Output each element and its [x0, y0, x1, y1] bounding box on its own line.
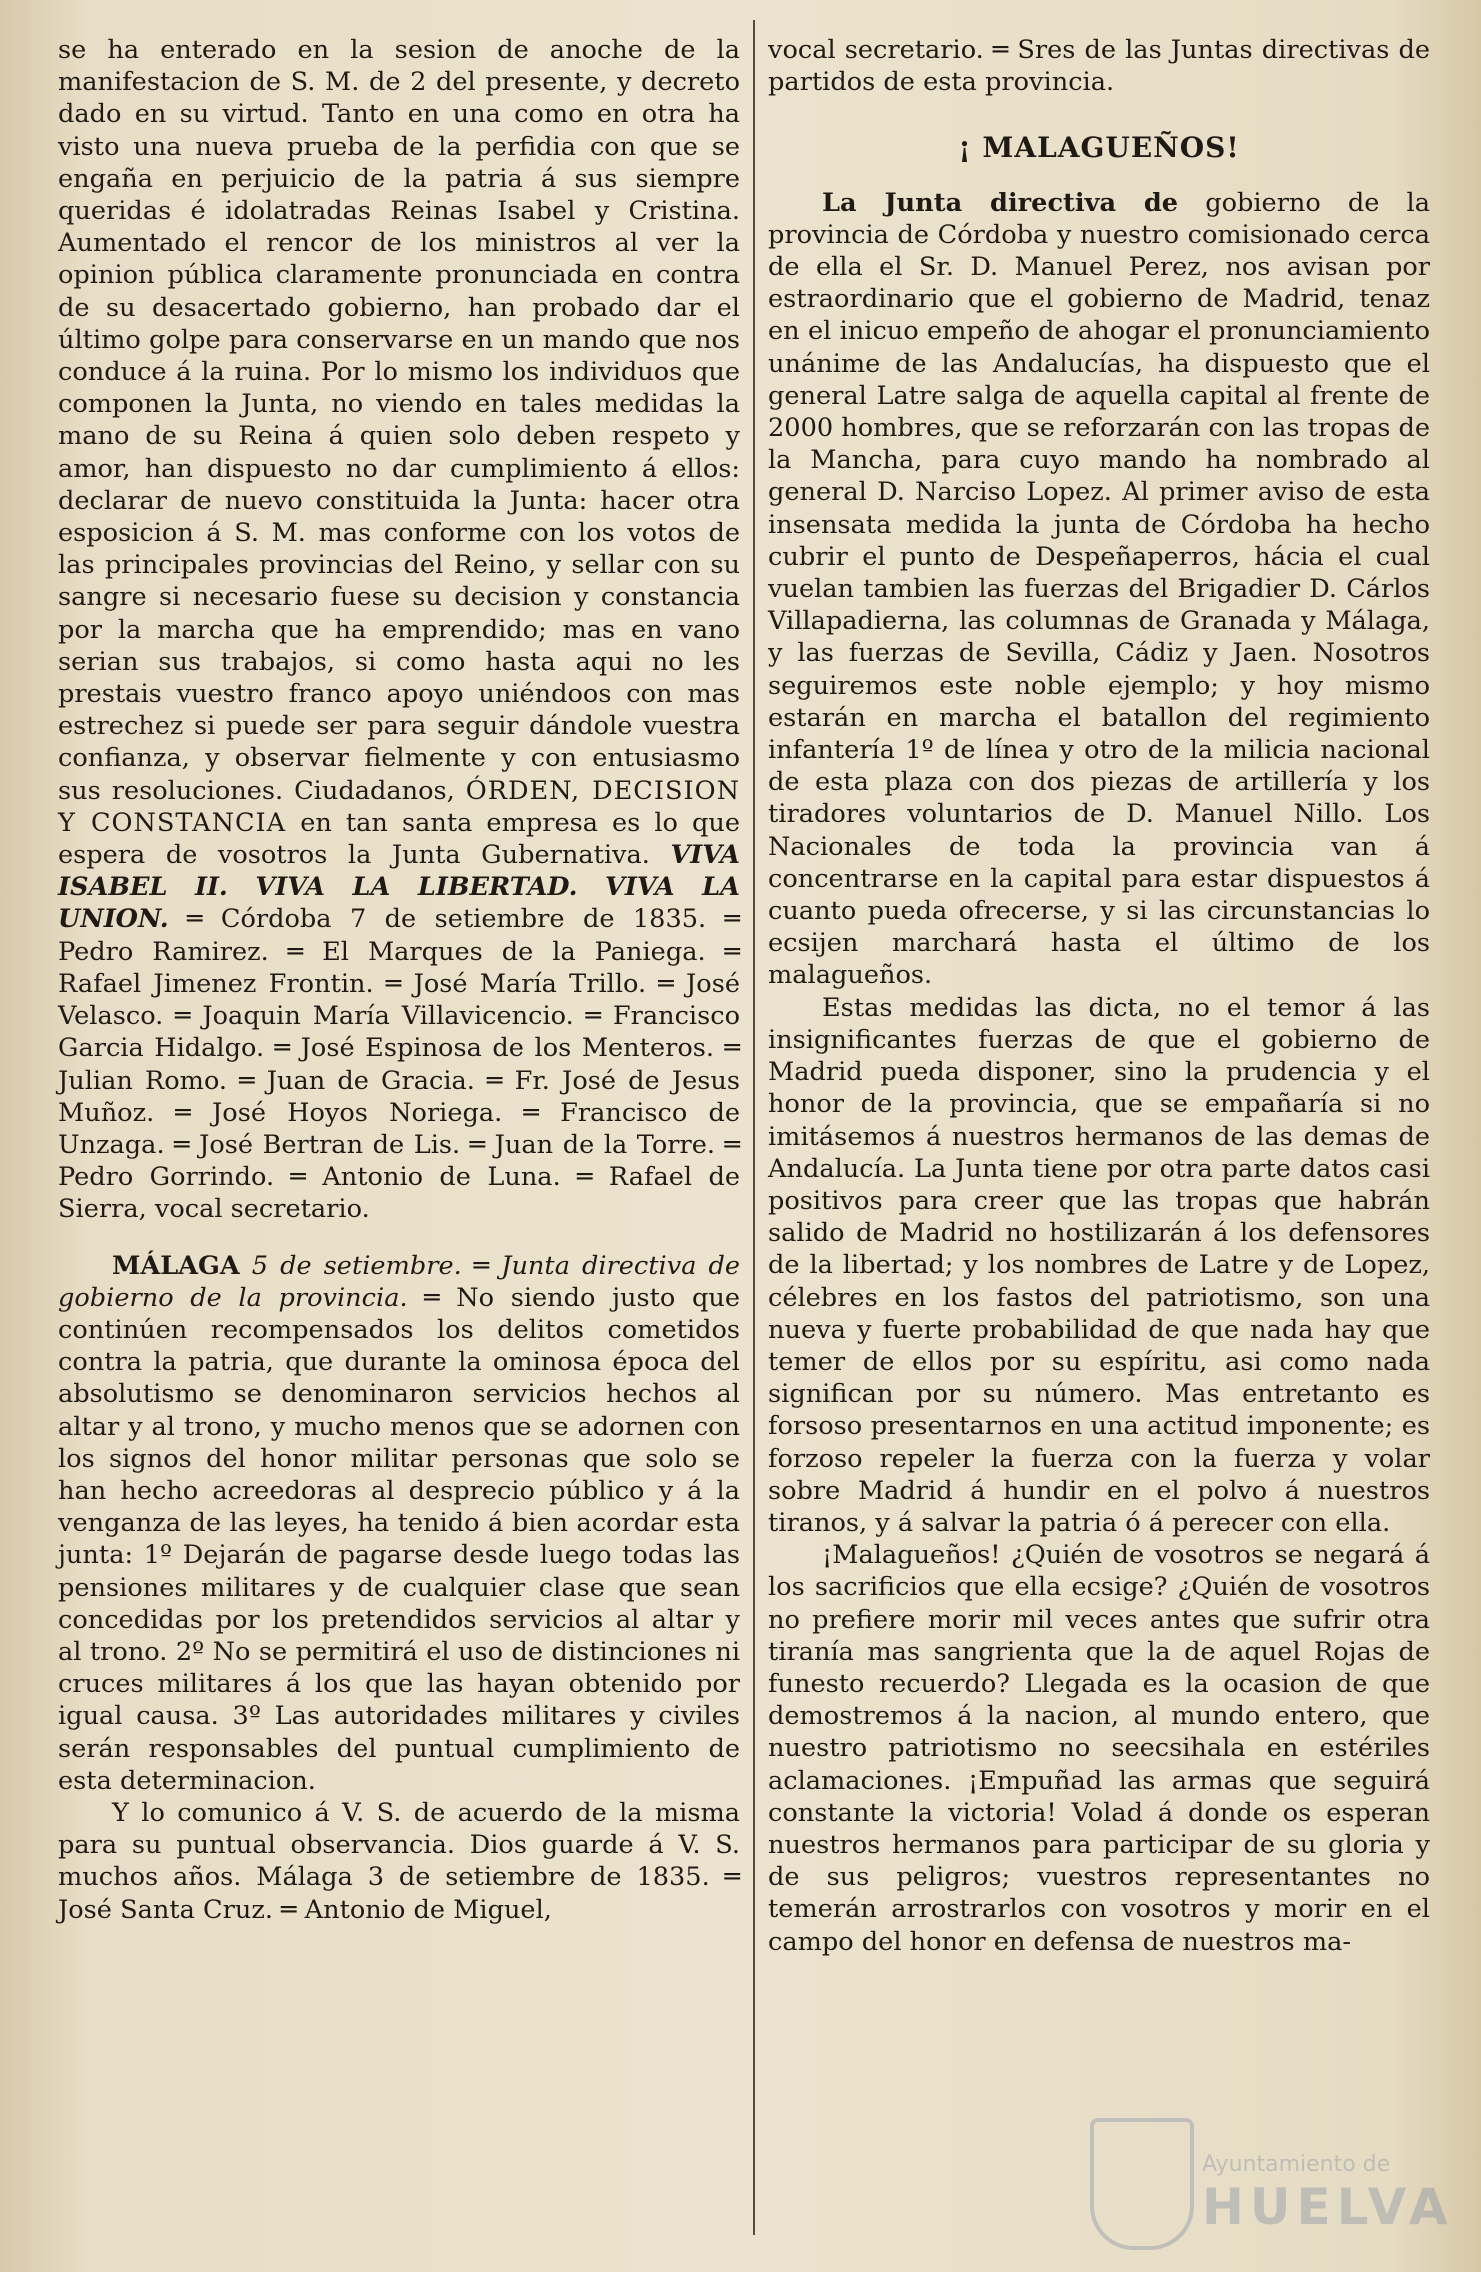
- coat-of-arms-icon: [1090, 2118, 1194, 2250]
- watermark-title: HUELVA: [1202, 2178, 1454, 2236]
- proclamation-signatures: ═ Córdoba 7 de setiembre de 1835. ═ Pedro Ramirez. ═ El Marques de la Paniega. ═ Rafael Jimenez Frontin. ═ José María Trillo. ═ José Velasco. ═ Joaquin María Villavicencio. ═ Francisco Garcia Hidalgo. ═ José Espinosa de los Menteros. ═ Julian Romo. ═ Juan de Gracia. ═ Fr. José de Jesus Muñoz. ═ José Hoyos Noriega. ═ Francisco de Unzaga. ═ José Bertran de Lis. ═ Juan de la Torre. ═ Pedro Gorrindo. ═ Antonio de Luna. ═ Rafael de Sierra, vocal secretario.: [58, 904, 740, 1225]
- malaga-address-p2: Estas medidas las dicta, no el temor á las insignificantes fuerzas de que el gobierno de Madrid pueda disponer, sino la prudencia y el honor de la provincia, que se empañaría si no imitásemos á nuestros hermanos de las demas de Andalucía. La Junta tiene por otra parte datos casi positivos para creer que las tropas que habrán salido de Madrid no hostilizarán á los defensores de la libertad; y los nombres de Latre y de Lopez, célebres en los fastos del patriotismo, son una nueva y fuerte probabilidad de que nada hay que temer de ellos por su espíritu, asi como nada significan por su número. Mas entretanto es forsoso presentarnos en una actitud imponente; es forzoso repeler la fuerza con la fuerza y volar sobre Madrid á hundir en el polvo á nuestros tiranos, y á salvar la patria ó á perecer con ella.: [768, 992, 1430, 1538]
- archive-watermark: [1090, 2118, 1454, 2248]
- proclamation-text-cont: en tan santa empresa es lo que espera de vosotros la Junta Gubernativa.: [58, 807, 740, 871]
- decree-recipients: vocal secretario. ═ Sres de las Juntas directivas de partidos de esta provincia.: [768, 35, 1430, 98]
- decree-dateline: 5 de setiembre. ═ Junta directiva de gobierno de la provincia.: [58, 1250, 741, 1313]
- column-divider: [753, 20, 755, 2235]
- decree-closing: Y lo comunico á V. S. de acuerdo de la misma para su puntual observancia. Dios guarde á V. S. muchos años. Málaga 3 de setiembre de 1835. ═ José Santa Cruz. ═ Antonio de Miguel,: [58, 1797, 740, 1925]
- malaga-address-p1: [768, 187, 1430, 992]
- address-text: gobierno de la provincia de Córdoba y nuestro comisionado cerca de ella el Sr. D. Manuel Perez, nos avisan por estraordinario que el gobierno de Madrid, tenaz en el inicuo empeño de ahogar el pronunciamiento unánime de las Andalucías, ha dispuesto que el general Latre salga de aquella capital al frente de 2000 hombres, que se reforzarán con las tropas de la Mancha, para cuyo mando ha nombrado al general D. Narciso Lopez. Al primer aviso de esta insensata medida la junta de Córdoba ha hecho cubrir el punto de Despeñaperros, hácia el cual vuelan tambien las fuerzas del Brigadier D. Cárlos Villapadierna, las columnas de Granada y Málaga, y las fuerzas de Sevilla, Cádiz y Jaen. Nosotros seguiremos este noble ejemplo; y hoy mismo estarán en marcha el batallon del regimiento infantería 1º de línea y otro de la milicia nacional de esta plaza con dos piezas de artillería y los tiradores voluntarios de D. Manuel Nillo. Los Nacionales de toda la provincia van á concentrarse en la capital para estar dispuestos á cuanto pueda ofrecerse, y si las circunstancias lo ecsijen marchará hasta el último de los malagueños.: [768, 187, 1430, 991]
- section-gap: [58, 1226, 740, 1250]
- malaga-address-p3: ¡Malagueños! ¿Quién de vosotros se negará á los sacrificios que ella ecsige? ¿Quién de vosotros no prefiere morir mil veces antes que sufrir otra tiranía mas sangrienta que la de aquel Rojas de funesto recuerdo? Llegada es la ocasion de que demostremos á la nacion, al mundo entero, que nuestro patriotismo no seecsihala en estériles aclamaciones. ¡Empuñad las armas que seguirá constante la victoria! Volad á donde os esperan nuestros hermanos para participar de su gloria y de sus peligros; vuestros representantes no temerán arrostrarlos con vosotros y morir en el campo del honor en defensa de nuestros ma-: [768, 1540, 1430, 1957]
- left-column: [58, 34, 740, 1926]
- decree-place: MÁLAGA: [112, 1250, 240, 1281]
- decree-body: ═ No siendo justo que continúen recompensados los delitos cometidos contra la patria, que durante la ominosa época del absolutismo se denominaron servicios hechos al altar y al trono, y mucho menos que se adornen con los signos del honor militar personas que solo se han hecho acreedoras al desprecio público y á la venganza de las leyes, ha tenido á bien acordar esta junta: 1º Dejarán de pagarse desde luego todas las pensiones militares y de cualquier clase que sean concedidas por los pretendidos servicios al altar y al trono. 2º No se permitirá el uso de distinciones ni cruces militares á los que las hayan obtenido por igual causa. 3º Las autoridades militares y civiles serán responsables del puntual cumplimiento de esta determinacion.: [58, 1282, 740, 1796]
- proclamation-motto: ÓRDEN, DECISION Y CONSTANCIA: [58, 775, 740, 838]
- right-column: [768, 34, 1430, 1958]
- address-lead: La Junta directiva de: [822, 187, 1179, 218]
- proclamation-text: se ha enterado en la sesion de anoche de la manifestacion de S. M. de 2 del presente, y decreto dado en su virtud. Tanto en una como en otra ha visto una nueva prueba de la perfidia con que se engaña en perjuicio de la patria á sus siempre queridas é idolatradas Reinas Isabel y Cristina. Aumentado el rencor de los ministros al ver la opinion pública claramente pronunciada en contra de su desacertado gobierno, han probado dar el último golpe para conservarse en un mando que nos conduce á la ruina. Por lo mismo los individuos que componen la Junta, no viendo en tales medidas la mano de su Reina á quien solo deben respeto y amor, han dispuesto no dar cumplimiento á ellos: declarar de nuevo constituida la Junta: hacer otra esposicion á S. M. mas conforme con los votos de las principales provincias del Reino, y sellar con su sangre si necesario fuese su decision y constancia por la marcha que ha emprendido; mas en vano serian sus trabajos, si como hasta aqui no les prestais vuestro franco apoyo uniéndoos con mas estrechez si puede ser para seguir dándole vuestra confianza, y observar fielmente y con entusiasmo sus resoluciones. Ciudadanos,: [58, 35, 740, 806]
- proclamation-vivas: VIVA ISABEL II. VIVA LA LIBERTAD. VIVA LA UNION.: [58, 840, 740, 935]
- watermark-caption: Ayuntamiento de: [1202, 2152, 1391, 2177]
- cordoba-junta-proclamation: [58, 34, 740, 1226]
- section-heading: ¡ MALAGUEÑOS!: [958, 131, 1240, 165]
- malaga-decree: [58, 1250, 740, 1797]
